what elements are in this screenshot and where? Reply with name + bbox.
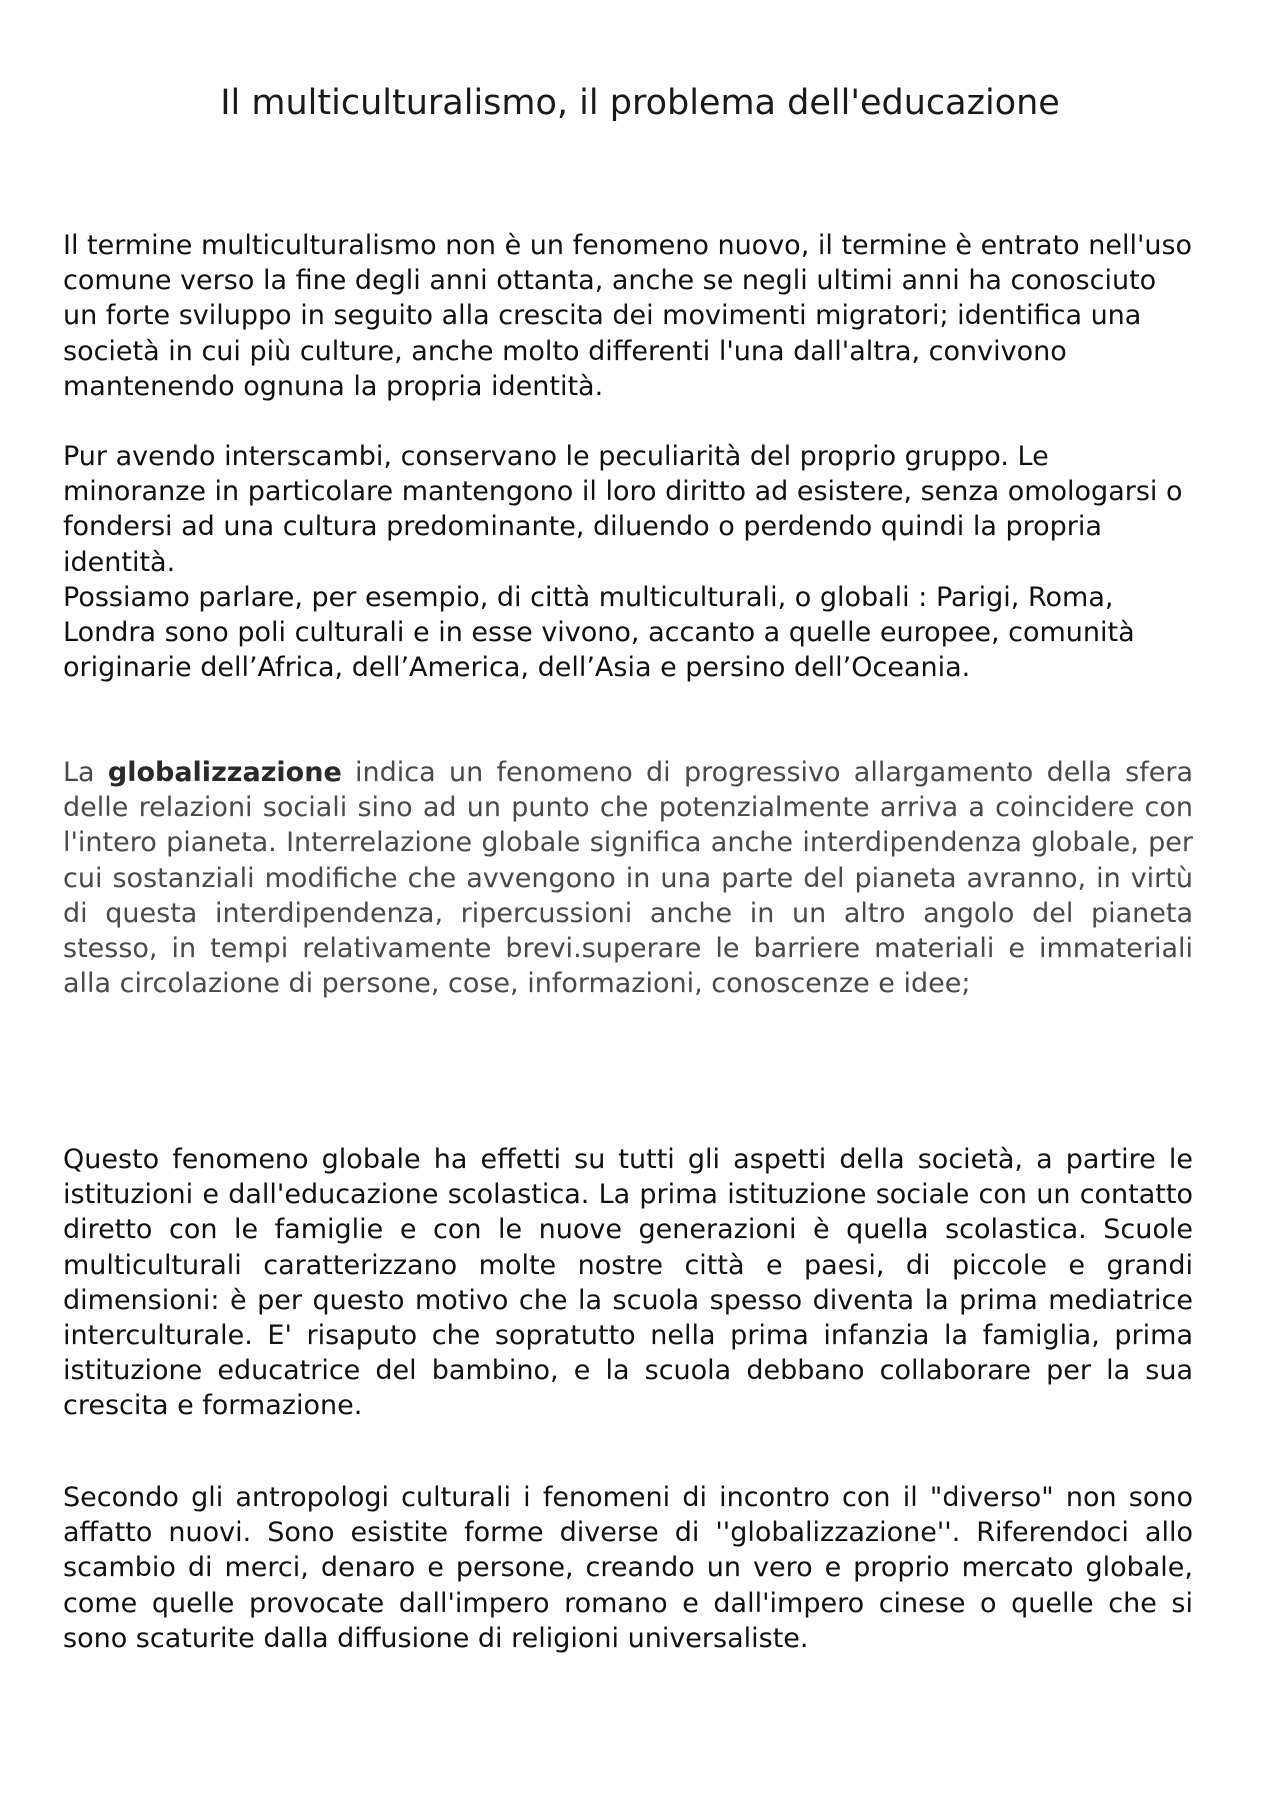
globalization-text: indica un fenomeno di progressivo allargamento della sfera delle relazioni sociali sino ad un punto che potenzialmente arriva a coincidere con l'intero pianeta. Interrelazione globale significa anche interdipendenza globale, per cui sostanziali modifiche che avvengono in una parte del pianeta avranno, in virtù di questa interdipendenza, ripercussioni anche in un altro angolo del pianeta stesso, in tempi relativamente brevi.superare le barriere materiali e immateriali alla circolazione di persone, cose, informazioni, conoscenze e idee; xyxy=(63,757,1193,1000)
paragraph-anthropologists: Secondo gli antropologi culturali i fenomeni di incontro con il "diverso" non sono affatto nuovi. Sono esistite forme diverse di ''globalizzazione''. Riferendoci allo scambio di merci, denaro e persone, creando un vero e proprio mercato globale, come quelle provocate dall'impero romano e dall'impero cinese o quelle che si sono scaturite dalla diffusione di religioni universaliste. xyxy=(63,1482,1193,1654)
paragraph-cities-text: Possiamo parlare, per esempio, di città multiculturali, o globali : Parigi, Roma, Londra sono poli culturali e in esse vivono, accanto a quelle europee, comunità originarie dell’Africa, dell’America, dell’Asia e persino dell’Oceania. xyxy=(63,581,1135,684)
paragraph-minorities xyxy=(63,439,1193,685)
page-title: Il multiculturalismo, il problema dell'educazione xyxy=(220,83,1060,123)
globalization-term: globalizzazione xyxy=(107,757,342,788)
paragraph-school: Questo fenomeno globale ha effetti su tutti gli aspetti della società, a partire le istituzioni e dall'educazione scolastica. La prima istituzione sociale con un contatto diretto con le famiglie e con le nuove generazioni è quella scolastica. Scuole multiculturali caratterizzano molte nostre città e paesi, di piccole e grandi dimensioni: è per questo motivo che la scuola spesso diventa la prima mediatrice interculturale. E' risaputo che sopratutto nella prima infanzia la famiglia, prima istituzione educatrice del bambino, e la scuola debbano collaborare per la sua crescita e formazione. xyxy=(63,1144,1193,1422)
globalization-lead: La xyxy=(63,757,108,788)
paragraph-definition: Il termine multiculturalismo non è un fenomeno nuovo, il termine è entrato nell'uso comune verso la fine degli anni ottanta, anche se negli ultimi anni ha conosciuto un forte sviluppo in seguito alla crescita dei movimenti migratori; identifica una società in cui più culture, anche molto differenti l'una dall'altra, convivono mantenendo ognuna la propria identità. xyxy=(63,230,1193,402)
paragraph-globalization xyxy=(63,755,1193,1001)
paragraph-minorities-text: Pur avendo interscambi, conservano le peculiarità del proprio gruppo. Le minoranze in particolare mantengono il loro diritto ad esistere, senza omologarsi o fondersi ad una cultura predominante, diluendo o perdendo quindi la propria identità. xyxy=(63,441,1183,578)
